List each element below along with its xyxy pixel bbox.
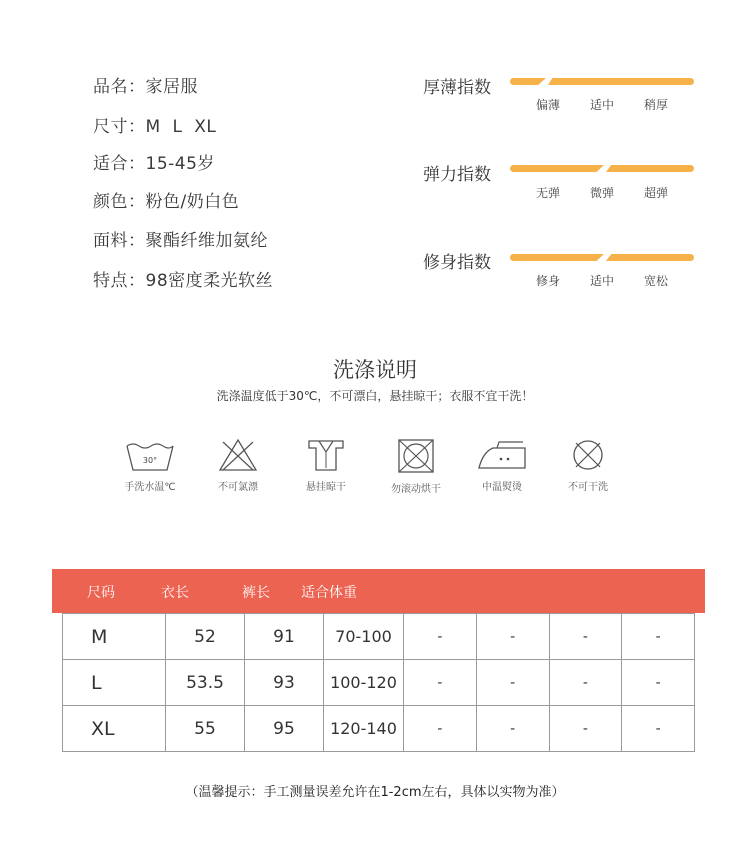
cell-size: XL (63, 706, 166, 752)
no-bleach-icon (211, 438, 265, 472)
hand-wash-icon (123, 438, 177, 472)
table-row (63, 706, 695, 752)
care-item-no-tumble-dry (376, 438, 456, 495)
care-item-no-dry-clean (548, 438, 628, 493)
table-row (63, 660, 695, 706)
cell-top-length: 52 (166, 614, 245, 660)
no-tumble-dry-icon (389, 438, 443, 474)
info-row-age: 适合：15-45岁 (93, 154, 215, 174)
care-label: 手洗水温℃ (124, 482, 176, 493)
elasticity-index-label: 弹力指数 (423, 165, 491, 185)
cell-empty: - (549, 660, 622, 706)
thickness-index-label: 厚薄指数 (423, 78, 491, 98)
fit-option: 宽松 (643, 274, 668, 288)
cell-empty: - (404, 660, 477, 706)
svg-text:30°: 30° (142, 456, 158, 465)
no-dry-clean-icon (561, 438, 615, 472)
info-row-color: 颜色：粉色/奶白色 (93, 192, 240, 212)
elasticity-option: 无弹 (535, 186, 560, 200)
care-label: 不可干洗 (568, 482, 608, 493)
care-item-hand-wash (110, 438, 190, 493)
header-top-length: 衣长 (161, 585, 189, 601)
cell-weight: 120-140 (324, 706, 404, 752)
cell-empty: - (404, 706, 477, 752)
fit-index-label: 修身指数 (423, 253, 491, 273)
info-row-fabric: 面料：聚酯纤维加氨纶 (93, 231, 268, 251)
cell-pants-length: 93 (245, 660, 324, 706)
fit-option: 适中 (589, 274, 614, 288)
cell-empty: - (549, 614, 622, 660)
thickness-index-bar (510, 78, 694, 85)
care-label: 悬挂晾干 (306, 482, 346, 493)
iron-medium-icon (475, 438, 529, 472)
cell-empty: - (549, 706, 622, 752)
cell-pants-length: 95 (245, 706, 324, 752)
size-table (62, 613, 695, 752)
thickness-option: 适中 (589, 98, 614, 112)
cell-empty: - (622, 614, 695, 660)
care-label: 不可氯漂 (218, 482, 258, 493)
cell-size: M (63, 614, 166, 660)
measurement-note: （温馨提示：手工测量误差允许在1-2cm左右，具体以实物为准） (185, 785, 565, 800)
fit-index-bar (510, 254, 694, 261)
elasticity-option: 超弹 (643, 186, 668, 200)
elasticity-index-bar (510, 165, 694, 172)
cell-empty: - (476, 614, 549, 660)
thickness-option: 稍厚 (643, 98, 668, 112)
cell-empty: - (622, 660, 695, 706)
cell-empty: - (476, 660, 549, 706)
elasticity-option: 微弹 (589, 186, 614, 200)
size-table-header (52, 569, 705, 613)
cell-size: L (63, 660, 166, 706)
cell-empty: - (476, 706, 549, 752)
table-row (63, 614, 695, 660)
cell-pants-length: 91 (245, 614, 324, 660)
care-subtitle: 洗涤温度低于30℃，不可漂白，悬挂晾干；衣服不宜干洗！ (216, 389, 534, 403)
care-item-hang-dry (286, 438, 366, 493)
care-label: 勿滚动烘干 (391, 484, 441, 495)
cell-weight: 100-120 (324, 660, 404, 706)
cell-weight: 70-100 (324, 614, 404, 660)
care-title: 洗涤说明 (333, 358, 417, 382)
header-pants-length: 裤长 (242, 585, 270, 601)
hang-dry-icon (299, 438, 353, 472)
care-item-no-bleach (198, 438, 278, 493)
cell-empty: - (404, 614, 477, 660)
cell-empty: - (622, 706, 695, 752)
cell-top-length: 53.5 (166, 660, 245, 706)
info-row-feature: 特点：98密度柔光软丝 (93, 271, 274, 291)
info-row-size: 尺寸：M L XL (93, 117, 217, 137)
info-row-name: 品名：家居服 (93, 77, 198, 97)
care-label: 中温熨烫 (482, 482, 522, 493)
header-weight: 适合体重 (301, 585, 357, 601)
care-item-iron (462, 438, 542, 493)
header-size: 尺码 (87, 585, 115, 601)
cell-top-length: 55 (166, 706, 245, 752)
fit-option: 修身 (535, 274, 560, 288)
thickness-option: 偏薄 (535, 98, 560, 112)
